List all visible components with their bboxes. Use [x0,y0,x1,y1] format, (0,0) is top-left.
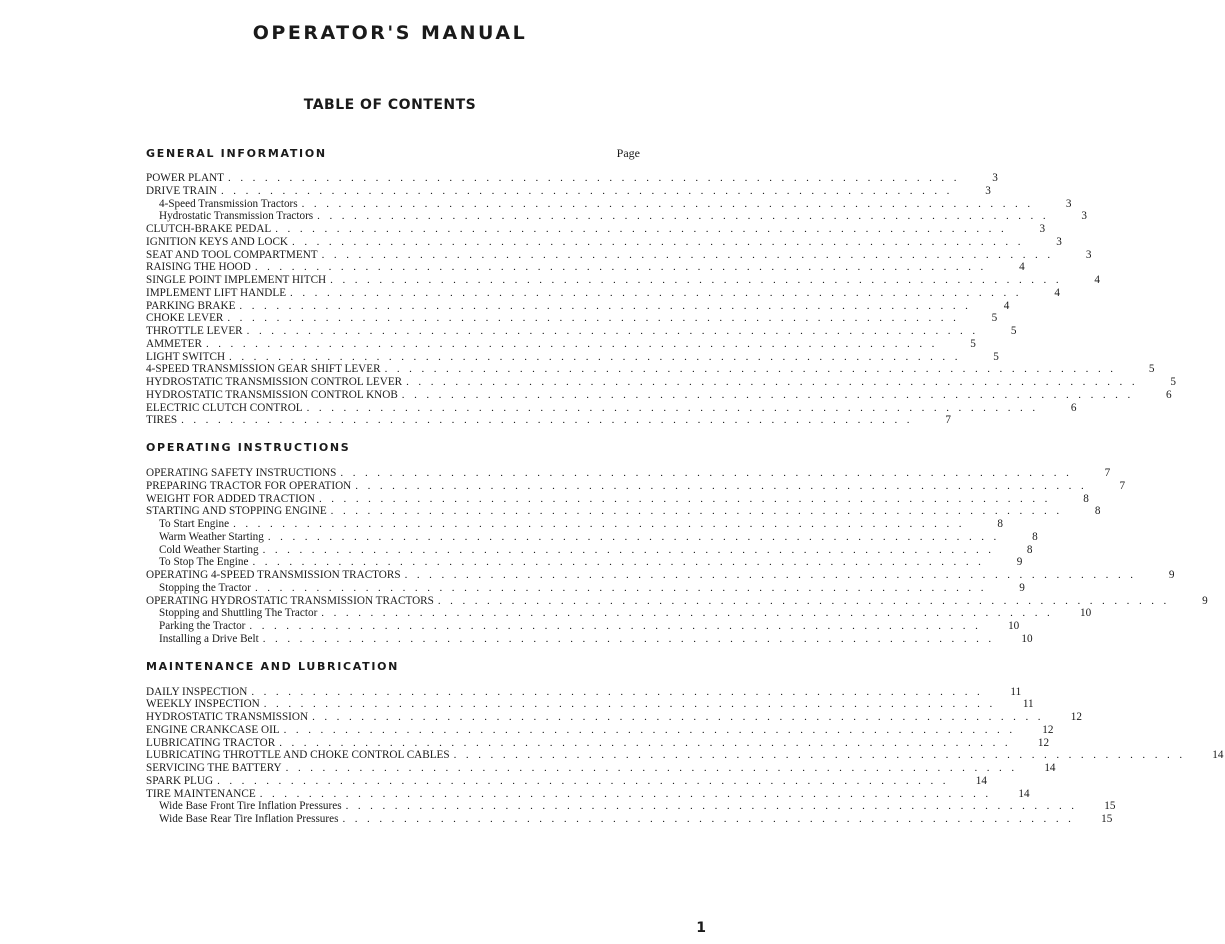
toc-entry-page: 8 [1094,505,1101,518]
toc-entry-label: To Start Engine [159,518,230,530]
toc-entry[interactable] [146,762,1056,775]
toc-entry[interactable] [146,543,1033,557]
toc-entry-page: 9 [1019,581,1025,594]
toc-entry[interactable] [146,813,1113,826]
dot-leader: . . . . . . . . . . . . . . . . . . . . . . . . . . . . . . . . . . . . . . . . . . . . . . . . . . . . . . . . . . . . [318,492,1051,505]
toc-entry[interactable] [146,479,1126,493]
toc-entry[interactable] [146,172,998,185]
toc-entry-label: SINGLE POINT IMPLEMENT HITCH [146,274,327,286]
toc-entry[interactable] [146,632,1033,646]
toc-entry-label: Stopping and Shuttling The Tractor [159,607,318,620]
section-heading-text: OPERATING INSTRUCTIONS [146,441,351,454]
toc-entry-label: SERVICING THE BATTERY [146,762,282,774]
toc-entry[interactable] [146,248,1092,262]
toc-entry[interactable] [146,518,1003,531]
toc-entry-page: 8 [1032,530,1038,543]
dot-leader: . . . . . . . . . . . . . . . . . . . . . . . . . . . . . . . . . . . . . . . . . . . . . . . . . . . . . . . . . . . . [227,312,960,325]
dot-leader: . . . . . . . . . . . . . . . . . . . . . . . . . . . . . . . . . . . . . . . . . . . . . . . . . . . . . . . . . . . . [262,632,995,645]
dot-leader: . . . . . . . . . . . . . . . . . . . . . . . . . . . . . . . . . . . . . . . . . . . . . . . . . . . . . . . . . . . . [330,505,1063,518]
toc-entry[interactable] [146,325,1017,338]
toc-entry[interactable] [146,556,1023,569]
toc-entry-label: DRIVE TRAIN [146,184,217,197]
toc-entry[interactable] [146,698,1034,711]
toc-entry[interactable] [146,376,1176,389]
toc-entry-label: 4-Speed Transmission Tractors [159,197,298,210]
toc-entry-label: LIGHT SWITCH [146,350,226,363]
dot-leader: . . . . . . . . . . . . . . . . . . . . . . . . . . . . . . . . . . . . . . . . . . . . . . . . . . . . . . . . . . . . [254,261,987,274]
toc-entry-page: 9 [1016,556,1023,569]
section-heading-text: GENERAL INFORMATION [146,147,327,160]
dot-leader: . . . . . . . . . . . . . . . . . . . . . . . . . . . . . . . . . . . . . . . . . . . . . . . . . . . . . . . . . . . . [233,518,965,530]
toc-entry-page: 5 [1170,376,1176,388]
toc-entry-label: HYDROSTATIC TRANSMISSION [146,711,309,723]
toc-entry-label: IGNITION KEYS AND LOCK [146,235,289,248]
toc-entry[interactable] [146,492,1089,506]
toc-entry-page: 6 [1166,388,1172,401]
toc-entry[interactable] [146,774,987,788]
toc-entry-label: WEIGHT FOR ADDED TRACTION [146,492,315,505]
toc-entry-label: STARTING AND STOPPING ENGINE [146,505,327,518]
toc-entry-label: IMPLEMENT LIFT HANDLE [146,286,287,299]
toc-entry-page: 4 [1094,274,1100,286]
toc-entry[interactable] [146,749,1224,762]
toc-entry-page: 12 [1042,723,1054,736]
dot-leader: . . . . . . . . . . . . . . . . . . . . . . . . . . . . . . . . . . . . . . . . . . . . . . . . . . . . . . . . . . . . [275,223,1008,235]
dot-leader: . . . . . . . . . . . . . . . . . . . . . . . . . . . . . . . . . . . . . . . . . . . . . . . . . . . . . . . . . . . . [267,530,1000,543]
dot-leader: . . . . . . . . . . . . . . . . . . . . . . . . . . . . . . . . . . . . . . . . . . . . . . . . . . . . . . . . . . . . [252,556,985,569]
toc-entry-label: Cold Weather Starting [159,543,259,556]
toc-entry-page: 8 [1083,492,1089,505]
toc-entry-page: 5 [1148,363,1155,376]
dot-leader: . . . . . . . . . . . . . . . . . . . . . . . . . . . . . . . . . . . . . . . . . . . . . . . . . . . . . . . . . . . . [285,762,1018,774]
toc-entry-page: 3 [1056,235,1062,248]
section-heading [146,146,640,164]
toc-entry-page: 15 [1104,800,1116,813]
toc-entry[interactable] [146,505,1101,518]
dot-leader: . . . . . . . . . . . . . . . . . . . . . . . . . . . . . . . . . . . . . . . . . . . . . . . . . . . . . . . . . . . . [259,787,992,800]
toc-entry-label: ENGINE CRANKCASE OIL [146,723,280,736]
toc-entry[interactable] [146,210,1088,223]
toc-entry-label: LUBRICATING THROTTLE AND CHOKE CONTROL CABLES [146,749,450,762]
toc-entry-page: 3 [1039,223,1046,235]
dot-leader: . . . . . . . . . . . . . . . . . . . . . . . . . . . . . . . . . . . . . . . . . . . . . . . . . . . . . . . . . . . . [239,299,972,312]
toc-entry-label: AMMETER [146,337,202,350]
toc-entry[interactable] [146,286,1060,300]
dot-leader: . . . . . . . . . . . . . . . . . . . . . . . . . . . . . . . . . . . . . . . . . . . . . . . . . . . . . . . . . . . . [404,569,1137,581]
toc-entry-page: 5 [993,350,999,363]
toc-entry-page: 11 [1022,698,1034,711]
dot-leader: . . . . . . . . . . . . . . . . . . . . . . . . . . . . . . . . . . . . . . . . . . . . . . . . . . . . . . . . . . . . [345,800,1078,813]
toc-entry[interactable] [146,197,1072,211]
toc-entry-page: 15 [1101,813,1113,825]
toc-entry-label: Stopping the Tractor [159,581,251,594]
dot-leader: . . . . . . . . . . . . . . . . . . . . . . . . . . . . . . . . . . . . . . . . . . . . . . . . . . . . . . . . . . . . [228,172,960,184]
section-heading [146,441,632,459]
toc-entry-label: PARKING BRAKE [146,299,236,312]
toc-entry-label: HYDROSTATIC TRANSMISSION CONTROL LEVER [146,376,403,388]
dot-leader: . . . . . . . . . . . . . . . . . . . . . . . . . . . . . . . . . . . . . . . . . . . . . . . . . . . . . . . . . . . . [406,376,1138,388]
dot-leader: . . . . . . . . . . . . . . . . . . . . . . . . . . . . . . . . . . . . . . . . . . . . . . . . . . . . . . . . . . . . [249,620,982,632]
toc-entry[interactable] [146,467,1111,480]
toc-entry-label: TIRES [146,414,178,427]
toc-entry[interactable] [146,261,1025,274]
toc-entry-page: 9 [1168,569,1175,581]
toc-entry-label: SEAT AND TOOL COMPARTMENT [146,248,318,261]
dot-leader: . . . . . . . . . . . . . . . . . . . . . . . . . . . . . . . . . . . . . . . . . . . . . . . . . . . . . . . . . . . . [312,711,1044,723]
toc-entry[interactable] [146,736,1050,750]
toc-entry[interactable] [146,337,976,351]
dot-leader: . . . . . . . . . . . . . . . . . . . . . . . . . . . . . . . . . . . . . . . . . . . . . . . . . . . . . . . . . . . . [220,184,953,197]
toc-entry[interactable] [146,723,1054,737]
toc-entry-label: HYDROSTATIC TRANSMISSION CONTROL KNOB [146,388,398,401]
dot-leader: . . . . . . . . . . . . . . . . . . . . . . . . . . . . . . . . . . . . . . . . . . . . . . . . . . . . . . . . . . . . [251,685,984,698]
dot-leader: . . . . . . . . . . . . . . . . . . . . . . . . . . . . . . . . . . . . . . . . . . . . . . . . . . . . . . . . . . . . [340,467,1073,479]
toc-entry-page: 9 [1202,594,1208,607]
toc-entry-page: 5 [1010,325,1017,337]
toc-entry-label: 4-SPEED TRANSMISSION GEAR SHIFT LEVER [146,363,381,376]
toc-entry-label: Parking the Tractor [159,620,246,632]
toc-body [146,146,1224,826]
toc-entry[interactable] [146,620,1020,633]
dot-leader: . . . . . . . . . . . . . . . . . . . . . . . . . . . . . . . . . . . . . . . . . . . . . . . . . . . . . . . . . . . . [246,325,979,337]
toc-entry-page: 4 [1003,299,1010,312]
toc-entry-label: TIRE MAINTENANCE [146,787,256,800]
toc-entry[interactable] [146,312,998,325]
toc-entry-label: RAISING THE HOOD [146,261,251,274]
section-gap [146,427,632,441]
toc-entry-page: 8 [1026,543,1033,556]
dot-leader: . . . . . . . . . . . . . . . . . . . . . . . . . . . . . . . . . . . . . . . . . . . . . . . . . . . . . . . . . . . . [437,594,1170,607]
toc-entry-label: ELECTRIC CLUTCH CONTROL [146,401,303,414]
dot-leader: . . . . . . . . . . . . . . . . . . . . . . . . . . . . . . . . . . . . . . . . . . . . . . . . . . . . . . . . . . . . [401,388,1134,401]
dot-leader: . . . . . . . . . . . . . . . . . . . . . . . . . . . . . . . . . . . . . . . . . . . . . . . . . . . . . . . . . . . . [255,581,987,594]
toc-entry[interactable] [146,607,1092,620]
toc-entry-page: 3 [985,184,991,197]
toc-entry[interactable] [146,569,1175,582]
toc-entry[interactable] [146,685,1022,699]
toc-entry-label: CHOKE LEVER [146,312,224,325]
toc-entry-label: Wide Base Rear Tire Inflation Pressures [159,813,339,825]
toc-entry[interactable] [146,530,1038,544]
page-number: 1 [696,920,706,936]
toc-entry-label: POWER PLANT [146,172,225,184]
toc-entry-page: 11 [1010,685,1022,698]
toc-entry[interactable] [146,787,1030,801]
toc-entry-label: SPARK PLUG [146,774,214,787]
toc-title: TABLE OF CONTENTS [303,97,477,113]
toc-entry-label: LUBRICATING TRACTOR [146,736,276,749]
toc-entry[interactable] [146,350,999,364]
toc-entry[interactable] [146,274,1100,287]
dot-leader: . . . . . . . . . . . . . . . . . . . . . . . . . . . . . . . . . . . . . . . . . . . . . . . . . . . . . . . . . . . . [263,698,996,711]
dot-leader: . . . . . . . . . . . . . . . . . . . . . . . . . . . . . . . . . . . . . . . . . . . . . . . . . . . . . . . . . . . . [217,774,949,787]
dot-leader: . . . . . . . . . . . . . . . . . . . . . . . . . . . . . . . . . . . . . . . . . . . . . . . . . . . . . . . . . . . . [306,401,1039,414]
toc-entry-label: Installing a Drive Belt [159,632,259,645]
toc-entry[interactable] [146,184,991,198]
toc-entry-page: 7 [1119,479,1126,492]
toc-entry-label: THROTTLE LEVER [146,325,243,337]
toc-entry-label: To Stop The Engine [159,556,249,569]
dot-leader: . . . . . . . . . . . . . . . . . . . . . . . . . . . . . . . . . . . . . . . . . . . . . . . . . . . . . . . . . . . . [355,479,1088,492]
toc-entry-label: OPERATING HYDROSTATIC TRANSMISSION TRACTORS [146,594,434,607]
dot-leader: . . . . . . . . . . . . . . . . . . . . . . . . . . . . . . . . . . . . . . . . . . . . . . . . . . . . . . . . . . . . [181,414,913,427]
toc-entry-label: OPERATING SAFETY INSTRUCTIONS [146,467,337,479]
dot-leader: . . . . . . . . . . . . . . . . . . . . . . . . . . . . . . . . . . . . . . . . . . . . . . . . . . . . . . . . . . . . [205,337,938,350]
toc-entry-page: 10 [1008,620,1020,632]
toc-entry[interactable] [146,223,1046,236]
dot-leader: . . . . . . . . . . . . . . . . . . . . . . . . . . . . . . . . . . . . . . . . . . . . . . . . . . . . . . . . . . . . [453,749,1186,762]
toc-entry-page: 14 [975,774,987,787]
toc-entry-page: 10 [1021,632,1033,645]
toc-entry-label: DAILY INSPECTION [146,685,248,698]
dot-leader: . . . . . . . . . . . . . . . . . . . . . . . . . . . . . . . . . . . . . . . . . . . . . . . . . . . . . . . . . . . . [290,286,1022,299]
toc-entry[interactable] [146,414,951,427]
dot-leader: . . . . . . . . . . . . . . . . . . . . . . . . . . . . . . . . . . . . . . . . . . . . . . . . . . . . . . . . . . . . [342,813,1075,825]
toc-entry[interactable] [146,594,1208,608]
toc-entry-page: 12 [1070,711,1082,723]
toc-entry[interactable] [146,711,1082,724]
toc-entry-page: 3 [1065,197,1072,210]
toc-entry-label: OPERATING 4-SPEED TRANSMISSION TRACTORS [146,569,401,581]
page-column-label: Page [616,146,640,160]
dot-leader: . . . . . . . . . . . . . . . . . . . . . . . . . . . . . . . . . . . . . . . . . . . . . . . . . . . . . . . . . . . . [384,363,1117,376]
toc-entry-page: 4 [1019,261,1025,274]
toc-entry[interactable] [146,388,1172,402]
section-heading [146,660,632,678]
toc-entry-label: PREPARING TRACTOR FOR OPERATION [146,479,352,492]
toc-entry[interactable] [146,235,1062,249]
dot-leader: . . . . . . . . . . . . . . . . . . . . . . . . . . . . . . . . . . . . . . . . . . . . . . . . . . . . . . . . . . . . [321,248,1054,261]
dot-leader: . . . . . . . . . . . . . . . . . . . . . . . . . . . . . . . . . . . . . . . . . . . . . . . . . . . . . . . . . . . . [321,607,1054,620]
toc-entry-page: 6 [1070,401,1077,414]
section-gap [146,646,632,660]
toc-entry-page: 14 [1044,762,1056,774]
toc-entry-page: 5 [991,312,998,325]
toc-entry-label: Hydrostatic Transmission Tractors [159,210,314,223]
toc-entry-page: 10 [1079,607,1092,620]
toc-entry-page: 3 [1081,210,1088,223]
toc-entry-page: 7 [945,414,951,427]
manual-title: OPERATOR'S MANUAL [252,22,528,44]
dot-leader: . . . . . . . . . . . . . . . . . . . . . . . . . . . . . . . . . . . . . . . . . . . . . . . . . . . . . . . . . . . . [301,197,1034,210]
toc-entry[interactable] [146,299,1010,313]
toc-entry-page: 14 [1212,749,1224,762]
dot-leader: . . . . . . . . . . . . . . . . . . . . . . . . . . . . . . . . . . . . . . . . . . . . . . . . . . . . . . . . . . . . [229,350,961,363]
toc-entry-page: 8 [997,518,1003,530]
toc-entry-label: WEEKLY INSPECTION [146,698,260,711]
toc-entry-label: Warm Weather Starting [159,530,264,543]
dot-leader: . . . . . . . . . . . . . . . . . . . . . . . . . . . . . . . . . . . . . . . . . . . . . . . . . . . . . . . . . . . . [262,543,995,556]
toc-entry-page: 14 [1018,787,1030,800]
toc-entry-page: 5 [970,337,976,350]
toc-entry-label: Wide Base Front Tire Inflation Pressures [159,800,342,813]
toc-entry-page: 3 [992,172,998,184]
dot-leader: . . . . . . . . . . . . . . . . . . . . . . . . . . . . . . . . . . . . . . . . . . . . . . . . . . . . . . . . . . . . [330,274,1062,286]
toc-entry-page: 12 [1037,736,1050,749]
dot-leader: . . . . . . . . . . . . . . . . . . . . . . . . . . . . . . . . . . . . . . . . . . . . . . . . . . . . . . . . . . . . [279,736,1012,749]
toc-entry-page: 7 [1104,467,1111,479]
section-heading-text: MAINTENANCE AND LUBRICATION [146,659,400,673]
toc-entry[interactable] [146,800,1116,813]
dot-leader: . . . . . . . . . . . . . . . . . . . . . . . . . . . . . . . . . . . . . . . . . . . . . . . . . . . . . . . . . . . . [292,235,1024,248]
toc-entry[interactable] [146,581,1025,595]
toc-entry-label: CLUTCH-BRAKE PEDAL [146,223,272,235]
toc-entry[interactable] [146,363,1155,376]
toc-entry[interactable] [146,401,1077,415]
toc-entry-page: 3 [1085,248,1092,261]
toc-entry-page: 4 [1054,286,1060,299]
dot-leader: . . . . . . . . . . . . . . . . . . . . . . . . . . . . . . . . . . . . . . . . . . . . . . . . . . . . . . . . . . . . [283,723,1016,736]
dot-leader: . . . . . . . . . . . . . . . . . . . . . . . . . . . . . . . . . . . . . . . . . . . . . . . . . . . . . . . . . . . . [317,210,1050,223]
